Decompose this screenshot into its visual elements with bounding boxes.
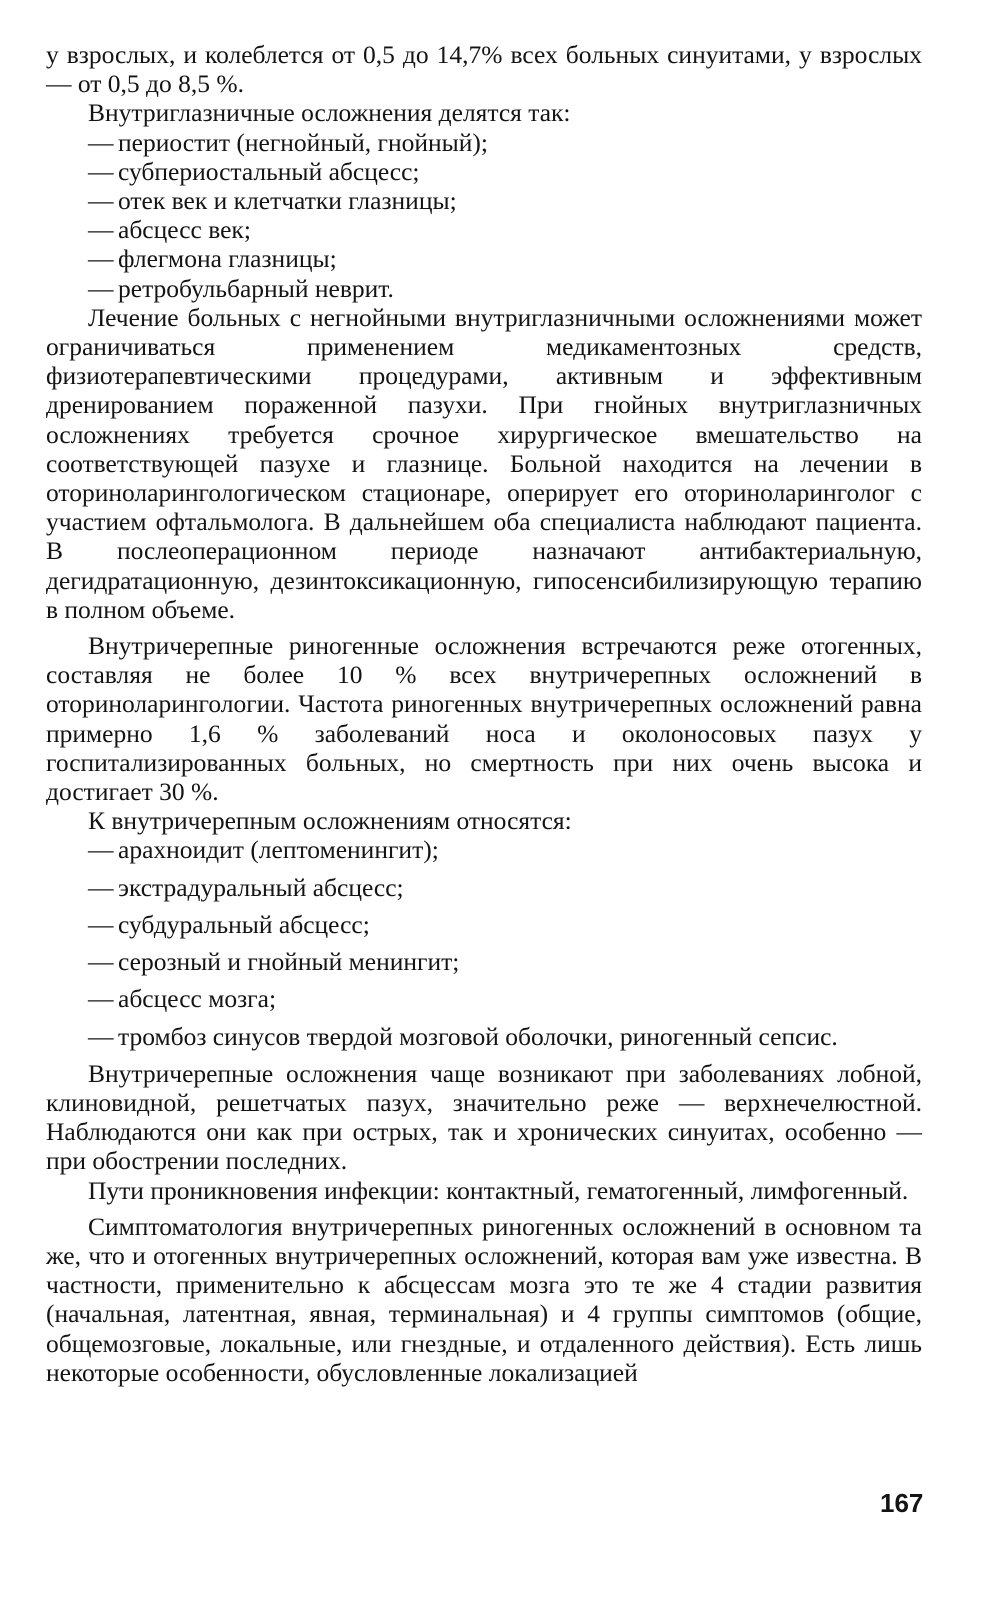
paragraph-symptoms: Симптоматология внутричерепных риногенных осложнений в основном та же, что и отогенных внутричерепных осложнений, которая вам уже известна. В частности, применительно к абсцессам мозга это те же 4 стадии развития (начальная, латентная, явная, терминальная) и 4 группы симптомов (общие, общемозговые, локальные, или гнездные, и отдаленного действия). Есть лишь некоторые особенности, обусловленные локализацией — [46, 1211, 922, 1387]
paragraph-treatment: Лечение больных с негнойными внутриглазничными осложнениями может ограничиваться применением медикаментозных средств, физиотерапевтическими процедурами, активным и эффективным дренированием пораженной пазухи. При гнойных внутриглазничных осложнениях требуется срочное хирургическое вмешательство на соответствующей пазухе и глазнице. Больной находится на лечении в оториноларингологическом стационаре, оперирует его оториноларинголог с участием офтальмолога. В дальнейшем оба специалиста наблюдают пациента. В послеоперационном периоде назначают антибактериальную, дегидратационную, дезинтоксикационную, гипосенсибилизирующую терапию в полном объеме. — [46, 302, 922, 624]
list-dash: — — [88, 947, 114, 977]
paragraph-intracranial-frequency: Внутричерепные риногенные осложнения встречаются реже отогенных, составляя не более 10 % всех внутричерепных осложнений в оториноларингологии. Частота риногенных внутричерепных осложнений равна примерно 1,6 % заболеваний носа и околоносовых пазух у госпитализированных больных, но смертность при них очень высока и достигает 30 %. — [46, 631, 922, 807]
list-item — [88, 1022, 922, 1051]
paragraph-intraorbital-lead: Внутриглазничные осложнения делятся так: — [88, 98, 571, 128]
paragraph-localization: Внутричерепные осложнения чаще возникают при заболеваниях лобной, клиновидной, решетчатых пазух, значительно реже — верхнечелюстной. Наблюдаются они как при острых, так и хронических синуитах, особенно — при обострении последних. — [46, 1058, 922, 1176]
list-item — [88, 244, 922, 273]
list-dash: — — [88, 244, 114, 274]
list-item — [88, 157, 922, 186]
intraorbital-complications-list — [46, 128, 922, 303]
list-item — [88, 835, 922, 864]
list-item — [88, 910, 922, 939]
list-item — [88, 947, 922, 976]
list-dash: — — [88, 156, 114, 186]
list-item — [88, 215, 922, 244]
list-item-text: арахноидит (лептоменингит); — [118, 835, 439, 865]
list-item-text: периостит (негнойный, гнойный); — [118, 127, 489, 157]
list-dash: — — [88, 186, 114, 216]
list-item-text: абсцесс мозга; — [118, 984, 277, 1014]
list-item — [88, 128, 922, 157]
page-number: 167 — [880, 1488, 924, 1518]
list-item — [88, 186, 922, 215]
page-body — [46, 40, 922, 1387]
list-item-text: абсцесс век; — [118, 215, 251, 245]
list-dash: — — [88, 215, 114, 245]
list-dash: — — [88, 127, 114, 157]
list-dash: — — [88, 872, 114, 902]
list-item — [88, 274, 922, 303]
list-item — [88, 873, 922, 902]
paragraph-infection-routes: Пути проникновения инфекции: контактный, гематогенный, лимфогенный. — [88, 1175, 909, 1205]
list-dash: — — [88, 984, 114, 1014]
list-item-text: субпериостальный абсцесс; — [118, 156, 420, 186]
list-item-text: тромбоз синусов твердой мозговой оболочки, риногенный сепсис. — [118, 1021, 838, 1051]
list-item-text: отек век и клетчатки глазницы; — [118, 186, 457, 216]
list-dash: — — [88, 273, 114, 303]
list-dash: — — [88, 835, 114, 865]
list-item — [88, 984, 922, 1013]
paragraph-intro: у взрослых, и колеблется от 0,5 до 14,7% всех больных синуитами, у взрослых — от 0,5 до 8,5 %. — [46, 40, 922, 99]
list-dash: — — [88, 909, 114, 939]
list-item-text: экстрадуральный абсцесс; — [118, 872, 404, 902]
list-item-text: субдуральный абсцесс; — [118, 909, 370, 939]
list-item-text: серозный и гнойный менингит; — [118, 947, 460, 977]
list-item-text: флегмона глазницы; — [118, 244, 337, 274]
list-item-text: ретробульбарный неврит. — [118, 273, 394, 303]
intracranial-complications-list — [46, 835, 922, 1050]
paragraph-intracranial-lead: К внутричерепным осложнениям относятся: — [88, 806, 572, 836]
list-dash: — — [88, 1021, 114, 1051]
